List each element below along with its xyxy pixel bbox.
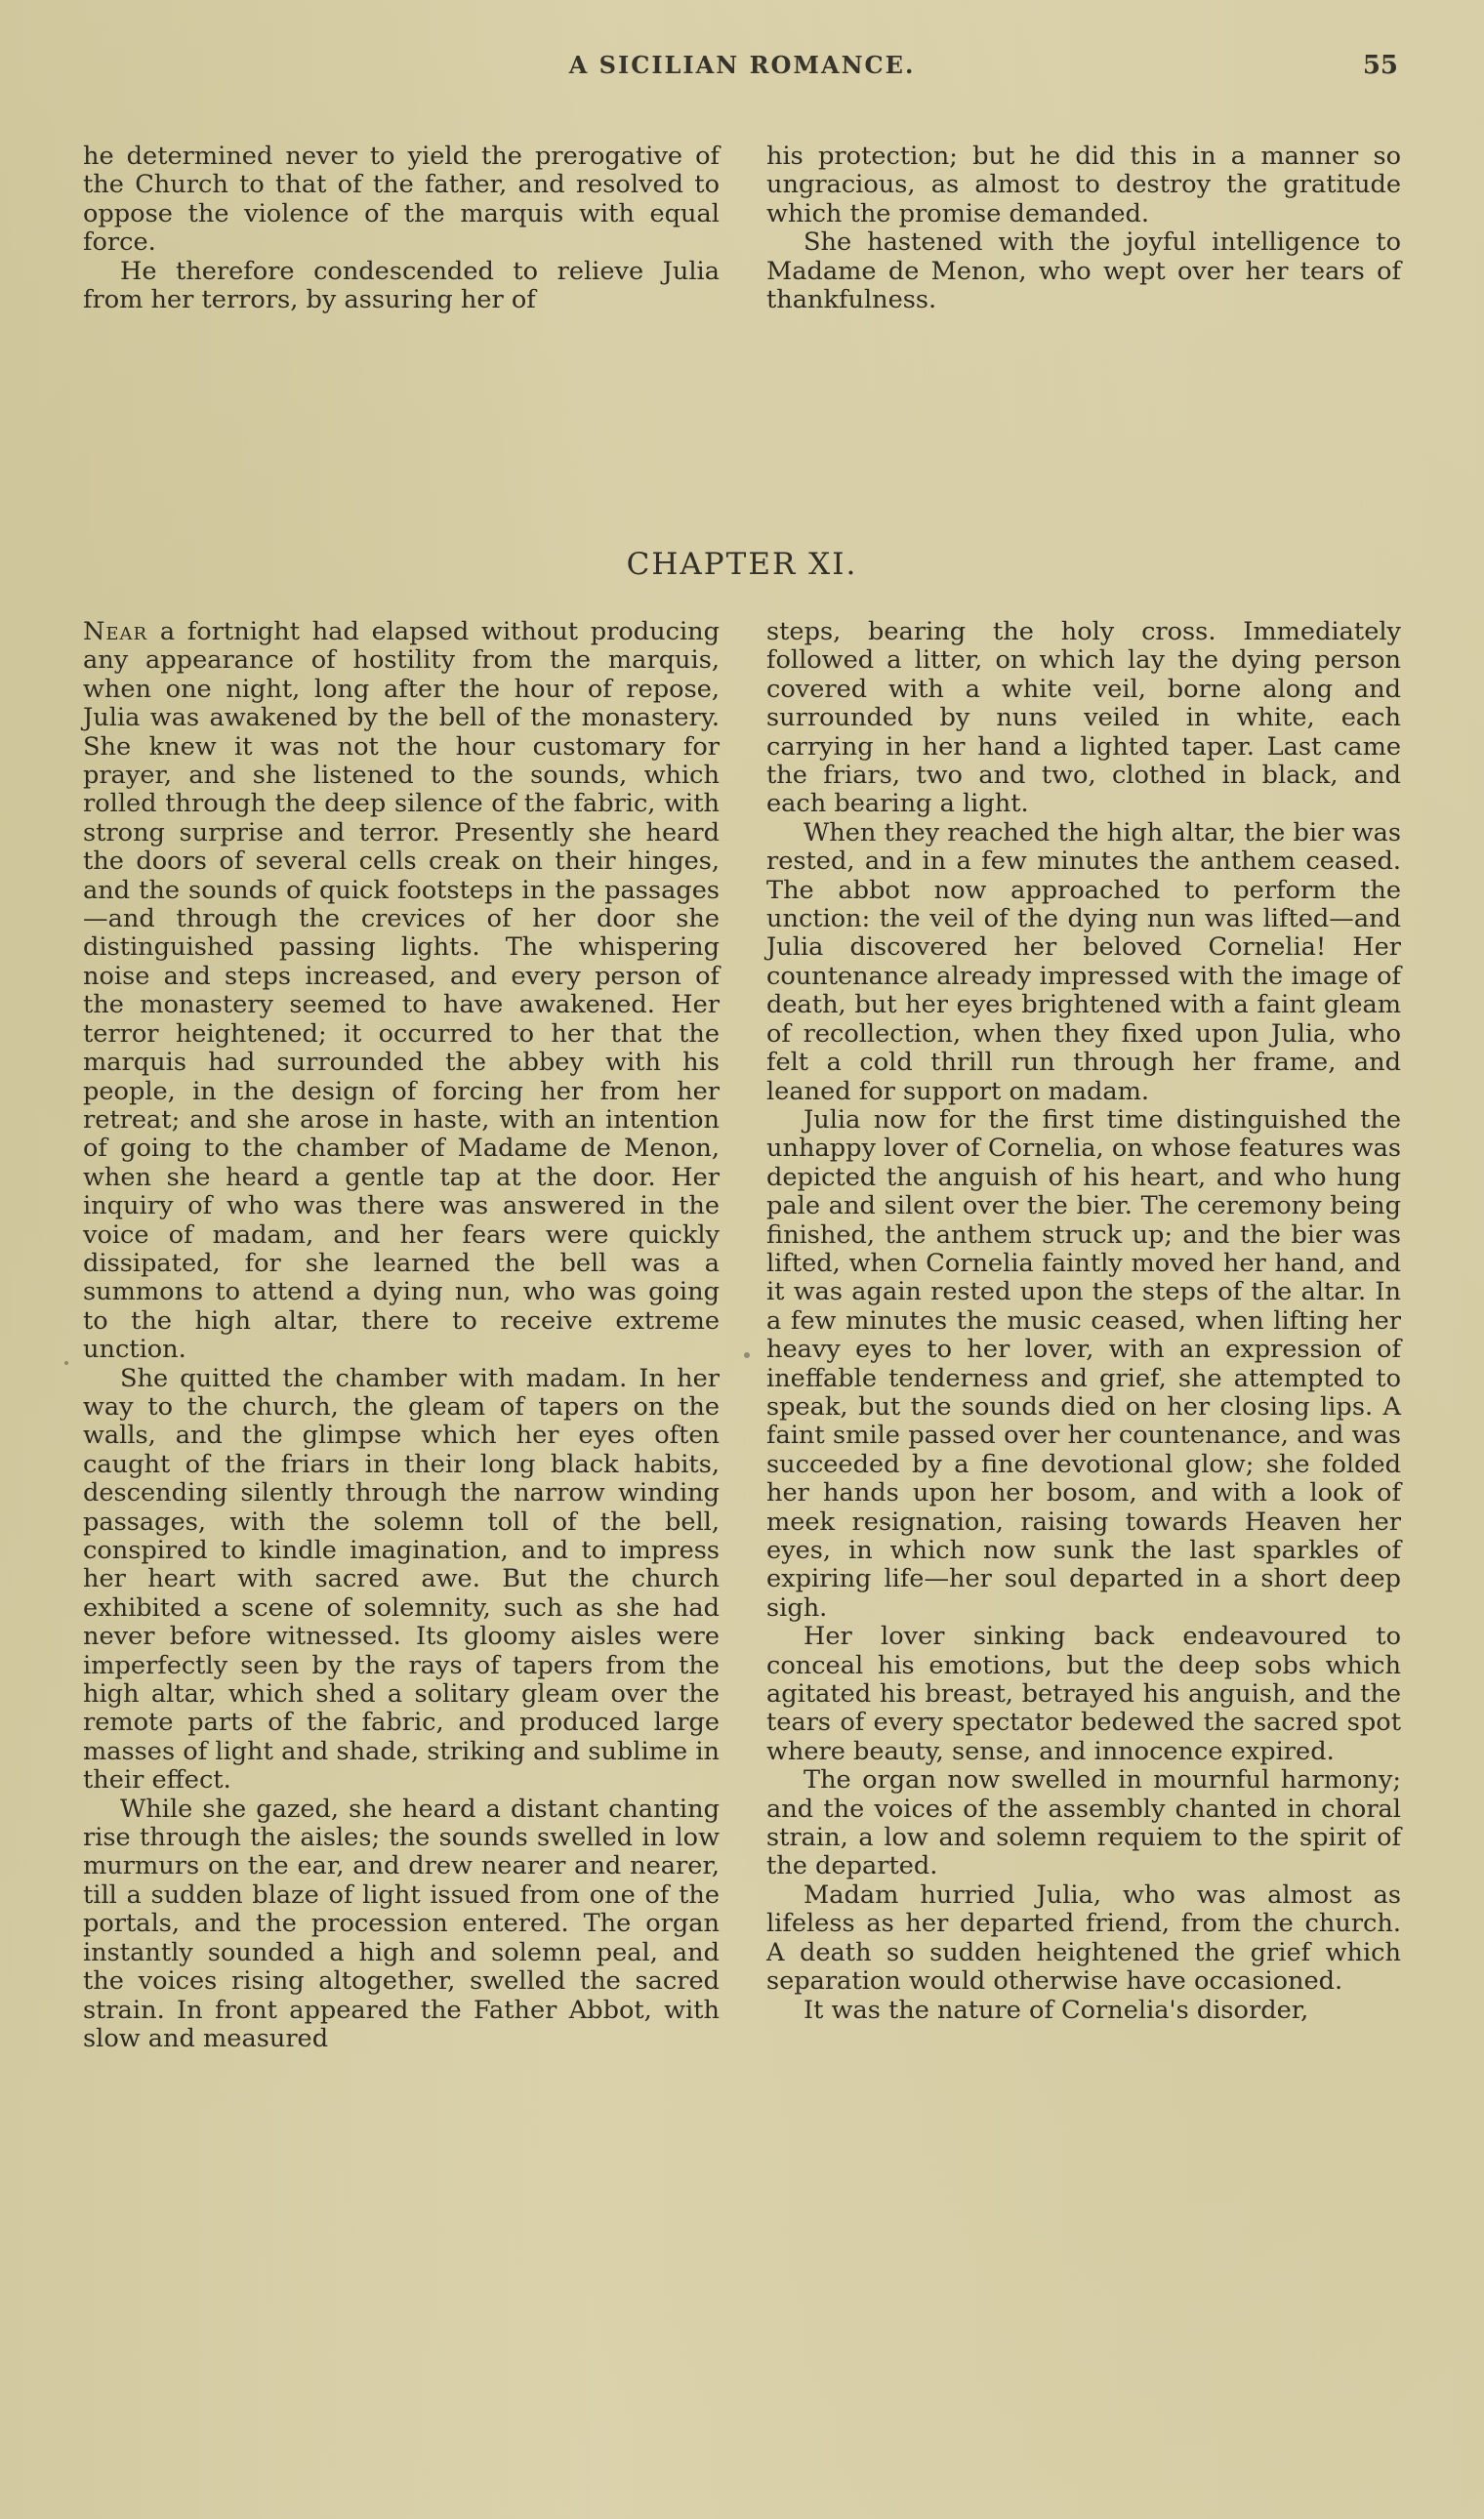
paragraph: The organ now swelled in mournful harmony; and the voices of the assembly chanted in choral strain, a low and solemn requiem to the spirit of the departed. — [766, 1765, 1401, 1881]
paragraph: While she gazed, she heard a distant chanting rise through the aisles; the sounds swelled in low murmurs on the ear, and drew nearer and nearer, till a sudden blaze of light issued from one of the portals, and the procession entered. The organ instantly sounded a high and solemn peal, and the voices rising altogether, swelled the sacred strain. In front appeared the Father Abbot, with slow and measured — [83, 1794, 720, 2053]
paragraph: He therefore condescended to relieve Julia from her terrors, by assuring her of — [83, 256, 720, 315]
opening-word: Near — [83, 617, 148, 646]
top-left-column — [83, 143, 720, 314]
top-right-column — [766, 143, 1401, 314]
paragraph: Julia now for the first time distinguished the unhappy lover of Cornelia, on whose features was depicted the anguish of his heart, and who hung pale and silent over the bier. The ceremony being finished, the anthem struck up; and the bier was lifted, when Cornelia faintly moved her hand, and it was again rested upon the steps of the altar. In a few minutes the music ceased, when lifting her heavy eyes to her lover, with an expression of ineffable tenderness and grief, she attempted to speak, but the sounds died on her closing lips. A faint smile passed over her countenance, and was succeeded by a fine devotional glow; she folded her hands upon her bosom, and with a look of meek resignation, raising towards Heaven her eyes, in which now sunk the last sparkles of expiring life—her soul departed in a short deep sigh. — [766, 1104, 1401, 1623]
paragraph: She hastened with the joyful intelligence to Madame de Menon, who wept over her tears of thankfulness. — [766, 227, 1401, 315]
page-number: 55 — [1362, 51, 1398, 80]
paper-speck — [64, 1361, 68, 1365]
paragraph: She quitted the chamber with madam. In her way to the church, the gleam of tapers on the walls, and the glimpse which her eyes often caught of the friars in their long black habits, descending silently through the narrow winding passages, with the solemn toll of the bell, conspired to kindle imagination, and to impress her heart with sacred awe. But the church exhibited a scene of solemnity, such as she had never before witnessed. Its gloomy aisles were imperfectly seen by the rays of tapers from the high altar, which shed a solitary gleam over the remote parts of the fabric, and produced large masses of light and shade, striking and sublime in their effect. — [83, 1363, 720, 1796]
chapter-heading: CHAPTER XI. — [626, 547, 858, 582]
paragraph: he determined never to yield the prerogative of the Church to that of the father, and resolved to oppose the violence of the marquis with equal force. — [83, 142, 720, 258]
paragraph: Her lover sinking back endeavoured to conceal his emotions, but the deep sobs which agitated his breast, betrayed his anguish, and the tears of every spectator bedewed the sacred spot where beauty, sense, and innocence expired. — [766, 1622, 1401, 1766]
paragraph: When they reached the high altar, the bier was rested, and in a few minutes the anthem ceased. The abbot now approached to perform the unction: the veil of the dying nun was lifted—and Julia discovered her beloved Cornelia! Her countenance already impressed with the image of death, but her eyes brightened with a faint gleam of recollection, when they fixed upon Julia, who felt a cold thrill run through her frame, and leaned for support on madam. — [766, 817, 1401, 1106]
running-title: A SICILIAN ROMANCE. — [568, 51, 916, 79]
body-left-column — [83, 618, 720, 2053]
chapter-opening-paragraph — [83, 618, 720, 1365]
paragraph-text: a fortnight had elapsed without producing any appearance of hostility from the marquis, when one night, long after the hour of repose, Julia was awakened by the bell of the monastery. She knew it was not the hour customary for prayer, and she listened to the sounds, which rolled through the deep silence of the fabric, with strong surprise and terror. Presently she heard the doors of several cells creak on their hinges, and the sounds of quick footsteps in the passages—and through the crevices of her door she distinguished passing lights. The whispering noise and steps increased, and every person of the monastery seemed to have awakened. Her terror heightened; it occurred to her that the marquis had surrounded the abbey with his people, in the design of forcing her from her retreat; and she arose in haste, with an intention of going to the chamber of Madame de Menon, when she heard a gentle tap at the door. Her inquiry of who was there was answered in the voice of madam, and her fears were quickly dissipated, for she learned the bell was a summons to attend a dying nun, who was going to the high altar, there to receive extreme unction. — [83, 617, 720, 1365]
page-header — [0, 51, 1484, 90]
paragraph: his protection; but he did this in a manner so ungracious, as almost to destroy the gratitude which the promise demanded. — [766, 142, 1401, 228]
paragraph: It was the nature of Cornelia's disorder, — [804, 1995, 1309, 2025]
paper-speck — [744, 1352, 750, 1358]
paragraph: steps, bearing the holy cross. Immediately followed a litter, on which lay the dying person covered with a white veil, borne along and surrounded by nuns veiled in white, each carrying in her hand a lighted taper. Last came the friars, two and two, clothed in black, and each bearing a light. — [766, 617, 1401, 819]
paragraph: Madam hurried Julia, who was almost as lifeless as her departed friend, from the church. A death so sudden heightened the grief which separation would otherwise have occasioned. — [766, 1879, 1401, 1997]
body-right-column — [766, 618, 1401, 2025]
